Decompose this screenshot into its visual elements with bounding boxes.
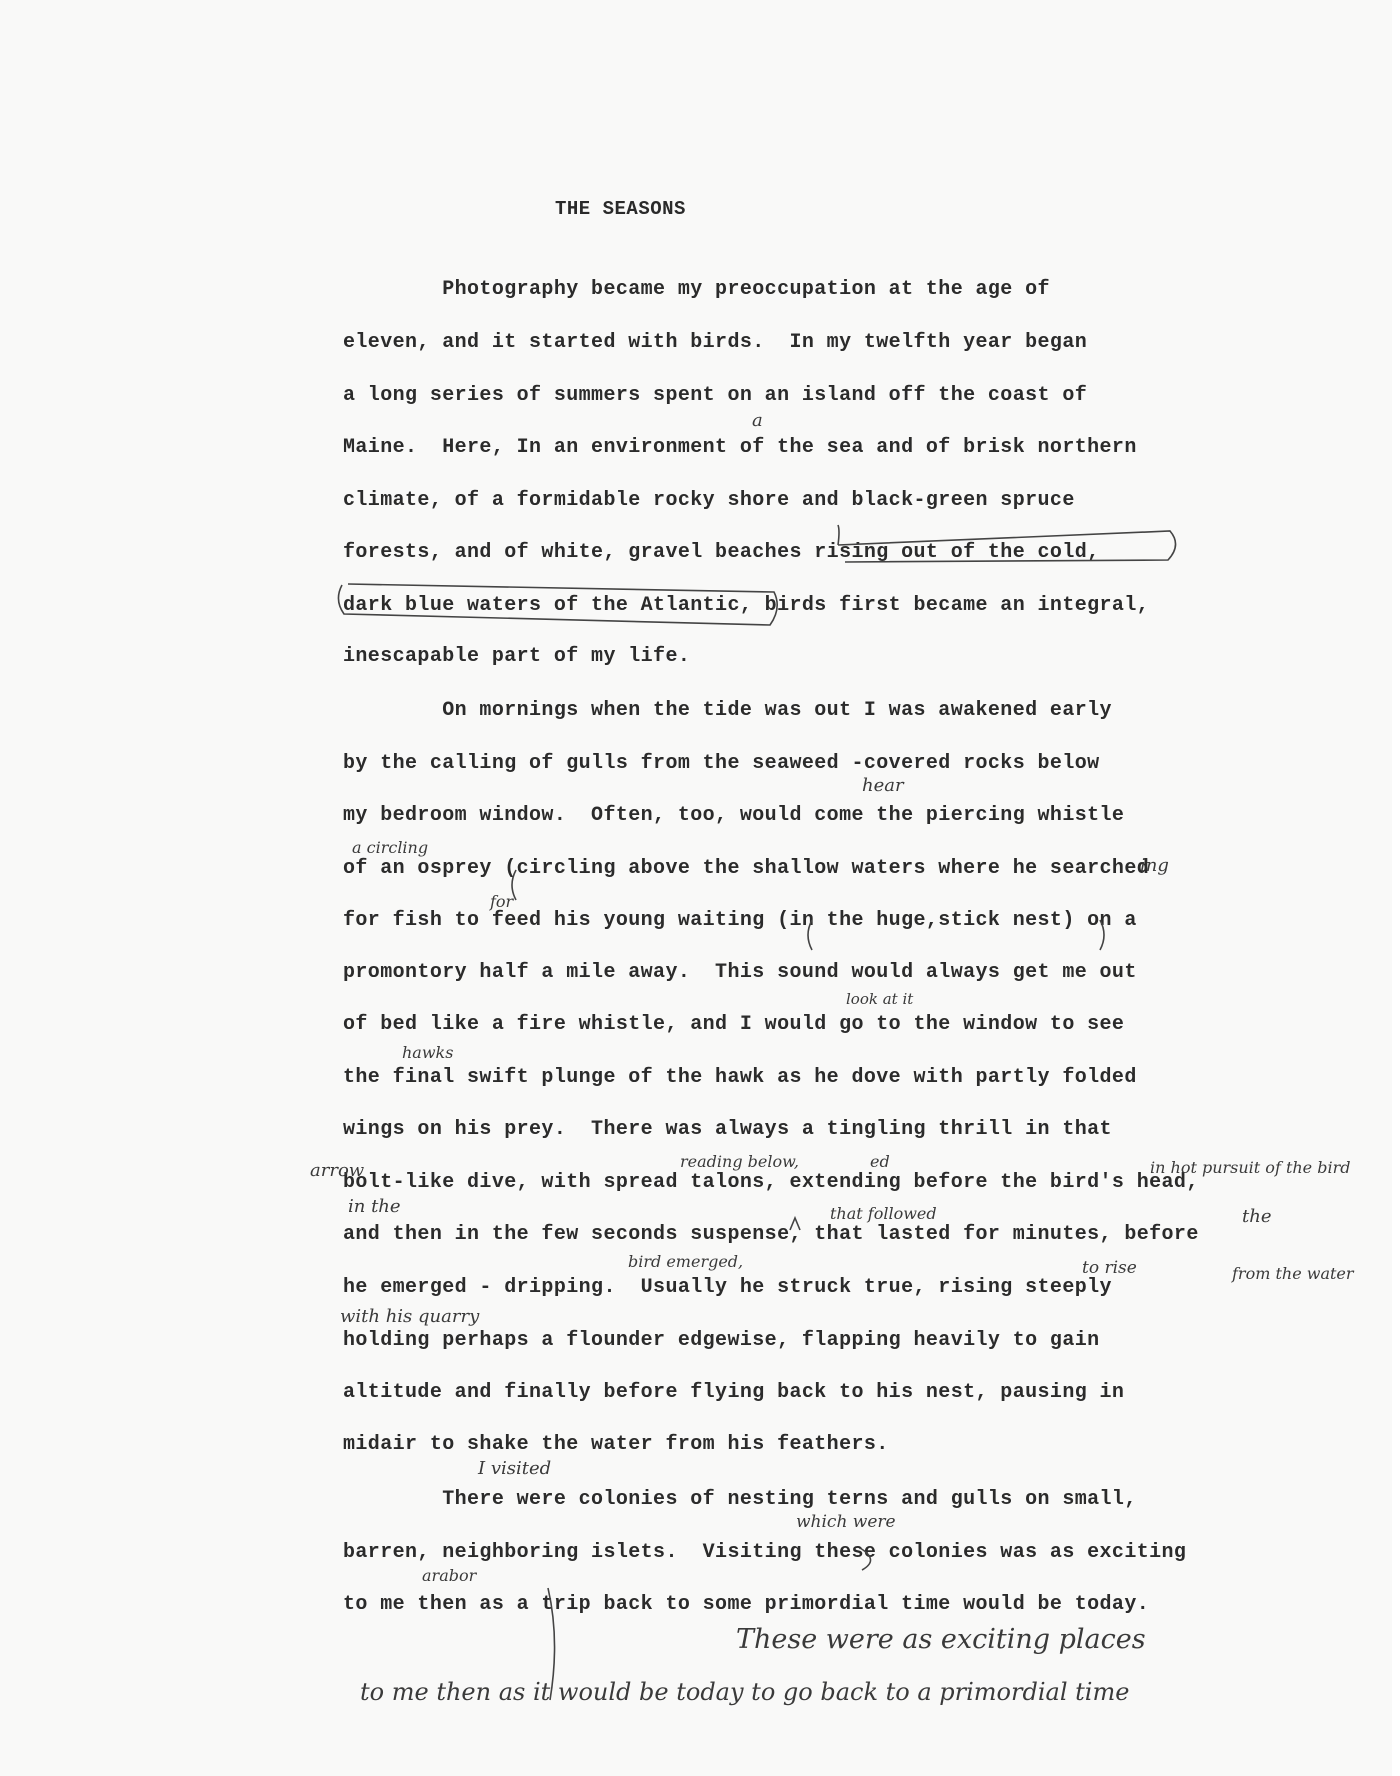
text-line: and then in the few seconds suspense, that lasted for minutes, before <box>343 1223 1199 1246</box>
text-line: Maine. Here, In an environment of the sea and of brisk northern <box>343 436 1137 459</box>
text-line: eleven, and it started with birds. In my twelfth year began <box>343 331 1088 354</box>
paren-mark <box>1100 920 1104 950</box>
text-line: for fish to feed his young waiting (in the huge,stick nest) on a <box>343 909 1137 932</box>
text-line: of bed like a fire whistle, and I would go to the window to see <box>343 1013 1125 1036</box>
handwritten-note: hear <box>862 775 904 796</box>
text-line: barren, neighboring islets. Visiting these colonies was as exciting <box>343 1541 1187 1564</box>
text-line: dark blue waters of the Atlantic, birds first became an integral, <box>343 594 1150 617</box>
handwritten-note: arabor <box>422 1566 477 1585</box>
text-line: the final swift plunge of the hawk as he dove with partly folded <box>343 1066 1137 1089</box>
handwritten-note: in hot pursuit of the bird <box>1150 1158 1351 1177</box>
handwritten-note: which were <box>796 1512 896 1532</box>
text-line: altitude and finally before flying back to his nest, pausing in <box>343 1381 1125 1404</box>
handwritten-note: look at it <box>846 990 914 1008</box>
handwritten-note: I visited <box>478 1458 552 1479</box>
page-title: THE SEASONS <box>555 198 686 220</box>
handwritten-note: arrow <box>310 1160 365 1181</box>
handwritten-note: ing <box>1140 855 1169 876</box>
handwritten-note: These were as exciting places <box>736 1624 1146 1655</box>
text-line: of an osprey (circling above the shallow waters where he searched <box>343 857 1150 880</box>
text-line: inescapable part of my life. <box>343 645 691 668</box>
text-line: forests, and of white, gravel beaches rising out of the cold, <box>343 541 1100 564</box>
text-line: a long series of summers spent on an island off the coast of <box>343 384 1088 407</box>
handwritten-note: a circling <box>352 838 429 857</box>
text-line: promontory half a mile away. This sound would always get me out <box>343 961 1137 984</box>
handwritten-note: from the water <box>1232 1264 1354 1283</box>
paren-mark <box>808 920 812 950</box>
text-line: my bedroom window. Often, too, would come the piercing whistle <box>343 804 1125 827</box>
circle-mark <box>338 584 777 625</box>
handwritten-note: reading below, <box>680 1152 799 1171</box>
bracket-mark <box>838 525 1176 562</box>
text-line: to me then as a trip back to some primordial time would be today. <box>343 1593 1150 1616</box>
handwritten-note: the <box>1242 1206 1272 1227</box>
handwritten-note: that followed <box>830 1204 937 1223</box>
scan-edge <box>1392 0 1400 1776</box>
text-line: bolt-like dive, with spread talons, extending before the bird's head, <box>343 1171 1199 1194</box>
guide-line <box>548 1588 555 1700</box>
handwritten-note: with his quarry <box>340 1306 480 1327</box>
handwritten-note: hawks <box>402 1043 454 1062</box>
text-line: midair to shake the water from his feathers. <box>343 1433 889 1456</box>
text-line: he emerged - dripping. Usually he struck true, rising steeply <box>343 1276 1112 1299</box>
caret-mark <box>860 1548 871 1570</box>
text-line: by the calling of gulls from the seaweed -covered rocks below <box>343 752 1100 775</box>
handwritten-note: ed <box>870 1152 890 1171</box>
text-line: holding perhaps a flounder edgewise, flapping heavily to gain <box>343 1329 1100 1352</box>
handwritten-note: in the <box>348 1196 401 1217</box>
handwritten-note: a <box>752 410 763 431</box>
handwritten-note: to rise <box>1082 1258 1137 1278</box>
text-line: climate, of a formidable rocky shore and black-green spruce <box>343 489 1075 512</box>
text-line: There were colonies of nesting terns and gulls on small, <box>343 1488 1137 1511</box>
handwritten-note: to me then as it would be today to go back to a primordial time <box>360 1678 1130 1706</box>
text-line: On mornings when the tide was out I was awakened early <box>343 699 1112 722</box>
handwritten-note: bird emerged, <box>628 1252 744 1271</box>
text-line: wings on his prey. There was always a tingling thrill in that <box>343 1118 1112 1141</box>
handwritten-note: for <box>490 892 514 911</box>
text-line: Photography became my preoccupation at the age of <box>343 278 1050 301</box>
paren-mark <box>512 870 516 900</box>
caret-mark <box>790 1218 800 1230</box>
